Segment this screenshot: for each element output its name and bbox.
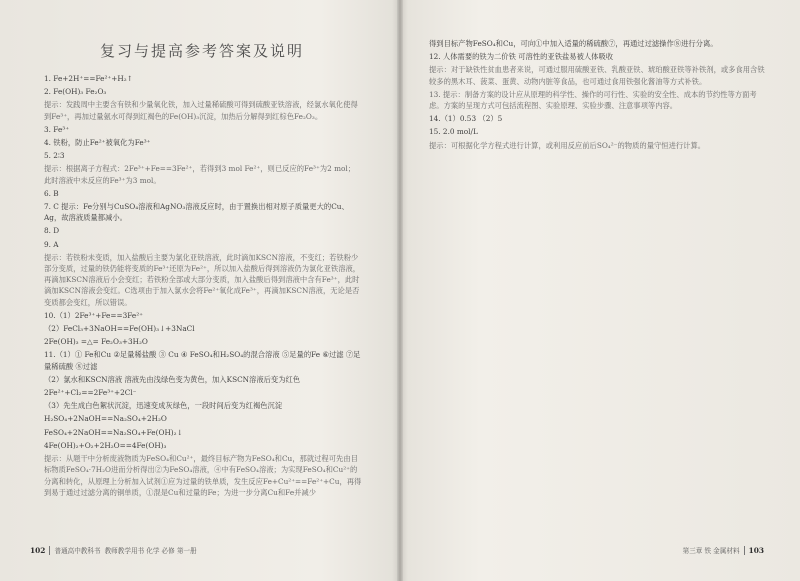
answer-line: 8. D <box>44 226 60 236</box>
equation-line: FeSO₄+2NaOH==Na₂SO₄+Fe(OH)₂↓ <box>44 427 183 437</box>
answer-line: （3）先生成白色絮状沉淀，迅速变成灰绿色，一段时间后变为红褐色沉淀 <box>44 401 283 411</box>
answer-line: （2）氯水和KSCN溶液 溶液先由浅绿色变为黄色，加入KSCN溶液后变为红色 <box>44 374 301 384</box>
answer-line: 1. Fe+2H⁺==Fe²⁺+H₂↑ <box>44 74 133 83</box>
left-page-footer <box>30 545 197 555</box>
page-title: 复习与提高参考答案及说明 <box>99 42 304 60</box>
footer-divider <box>49 546 50 555</box>
equation-line: 4Fe(OH)₂+O₂+2H₂O==4Fe(OH)₃ <box>44 440 167 450</box>
answer-line: 12. 人体需要的铁为二价铁 可溶性的亚铁盐易被人体吸收 <box>429 52 614 62</box>
left-page-text <box>44 73 362 500</box>
answer-line: 14.（1）0.53 （2）5 <box>429 114 503 124</box>
right-page-text <box>429 38 769 153</box>
answer-line: 4. 铁粉，防止Fe²⁺被氧化为Fe³⁺ <box>44 138 151 148</box>
page-number: 103 <box>748 545 764 555</box>
hint-paragraph: 13. 提示：制备方案的设计应从原理的科学性、操作的可行性、实验的安全性、成本的节约性等方面考虑。方案的呈现方式可包括流程图、实验原理、实验步骤、注意事项等内容。 <box>429 89 757 111</box>
left-page <box>0 0 397 581</box>
equation-line: 2Fe²⁺+Cl₂==2Fe³⁺+2Cl⁻ <box>44 388 137 398</box>
hint-paragraph: 提示：发践周中主要含有铁和少量氧化铁，加入过量稀硫酸可得到硫酸亚铁溶液，经氯水氧化使得到Fe³⁺，再加过量氨水可得到红褐色的Fe(OH)₃沉淀，加热后分解得到红棕色Fe₂O₃。 <box>44 100 358 121</box>
hint-paragraph: 提示：可根据化学方程式进行计算，或利用反应前后SO₄²⁻的物质的量守恒进行计算。 <box>429 140 706 150</box>
right-page <box>403 0 800 581</box>
hint-paragraph: 提示：对于缺铁性贫血患者来说，可通过服用硫酸亚铁、乳酸亚铁、琥珀酸亚铁等补铁剂，或多食用含铁较多的黑木耳、菠菜、蛋黄、动物内脏等食品，也可通过食用铁强化酱油等方式补铁。 <box>429 65 765 86</box>
answer-line: 10.（1）2Fe³⁺+Fe==3Fe²⁺ <box>44 310 143 320</box>
answer-line: 6. B <box>44 188 59 198</box>
right-page-footer <box>683 545 764 555</box>
answer-line: 3. Fe³⁺ <box>44 124 70 134</box>
equation-line: 2Fe(OH)₃ =△= Fe₂O₃+3H₂O <box>44 337 148 347</box>
chapter-name: 第三章 铁 金属材料 <box>682 547 740 555</box>
hint-paragraph: 提示：从题干中分析废液物质为FeSO₄和Cu²⁺，最终目标产物为FeSO₄和Cu，那就过程可先由目标物质FeSO₄·7H₂O进而分析得出②为FeSO₄溶液，④中有FeSO₄溶液；为实现FeSO₄和Cu²⁺的分离和转化，从原理上分析加入试剂①应为过量的铁单质，发生反应Fe+Cu²⁺==Fe²⁺+Cu，再得到易于通过过滤分离的铜单质，①混是Cu和过量的Fe；为进一步分离Cu和Fe并减少 <box>44 454 362 497</box>
answer-line: 5. 2∶3 <box>44 151 65 161</box>
footer-divider <box>744 546 745 555</box>
answer-line: （2）FeCl₃+3NaOH==Fe(OH)₃↓+3NaCl <box>44 324 195 334</box>
hint-paragraph: 提示：若铁粉未变质，加入盐酸后主要为氯化亚铁溶液，此时滴加KSCN溶液，不变红；若铁粉少部分变质，过量的铁仍能将变质的Fe³⁺还原为Fe²⁺，所以加入盐酸后得到溶液仍为氯化亚铁溶液，再滴加KSCN溶液后小会变红；若铁粉全部或大部分变质，加入盐酸后得到溶液中含有Fe³⁺，此时滴加KSCN溶液会变红。C选项由于加入氯水会将Fe²⁺氧化成Fe³⁺，再滴加KSCN溶液，无论是否变质都会变红，所以错误。 <box>44 252 361 307</box>
answer-line: 15. 2.0 mol/L <box>429 127 478 137</box>
series-name: 普通高中教科书 <box>54 547 101 555</box>
answer-line: 得到目标产物FeSO₄和Cu，可向①中加入适量的稀硫酸⑦，再通过过滤操作⑧进行分离。 <box>429 39 718 48</box>
hint-paragraph: 提示：根据离子方程式：2Fe³⁺+Fe==3Fe²⁺，若得到3 mol Fe²⁺，则已反应的Fe³⁺为2 mol；此时溶液中未反应的Fe³⁺为3 mol。 <box>44 164 356 185</box>
answer-line: 9. A <box>44 239 59 249</box>
answer-line: 11.（1）① Fe和Cu ②足量稀盐酸 ③ Cu ④ FeSO₄和H₂SO₄的混合溶液 ⑤足量的Fe ⑥过滤 ⑦足量稀硫酸 ⑧过滤 <box>44 350 361 371</box>
book-name: 教师教学用书 化学 必修 第一册 <box>104 547 197 555</box>
page-number: 102 <box>30 545 46 555</box>
equation-line: H₂SO₄+2NaOH==Na₂SO₄+2H₂O <box>44 414 167 424</box>
answer-line: 2. Fe(OH)₃ Fe₂O₃ <box>44 87 107 97</box>
answer-line: 7. C 提示：Fe分别与CuSO₄溶液和AgNO₃溶液反应时，由于置换出相对原子质量更大的Cu、Ag，故溶液质量都减小。 <box>44 202 349 223</box>
